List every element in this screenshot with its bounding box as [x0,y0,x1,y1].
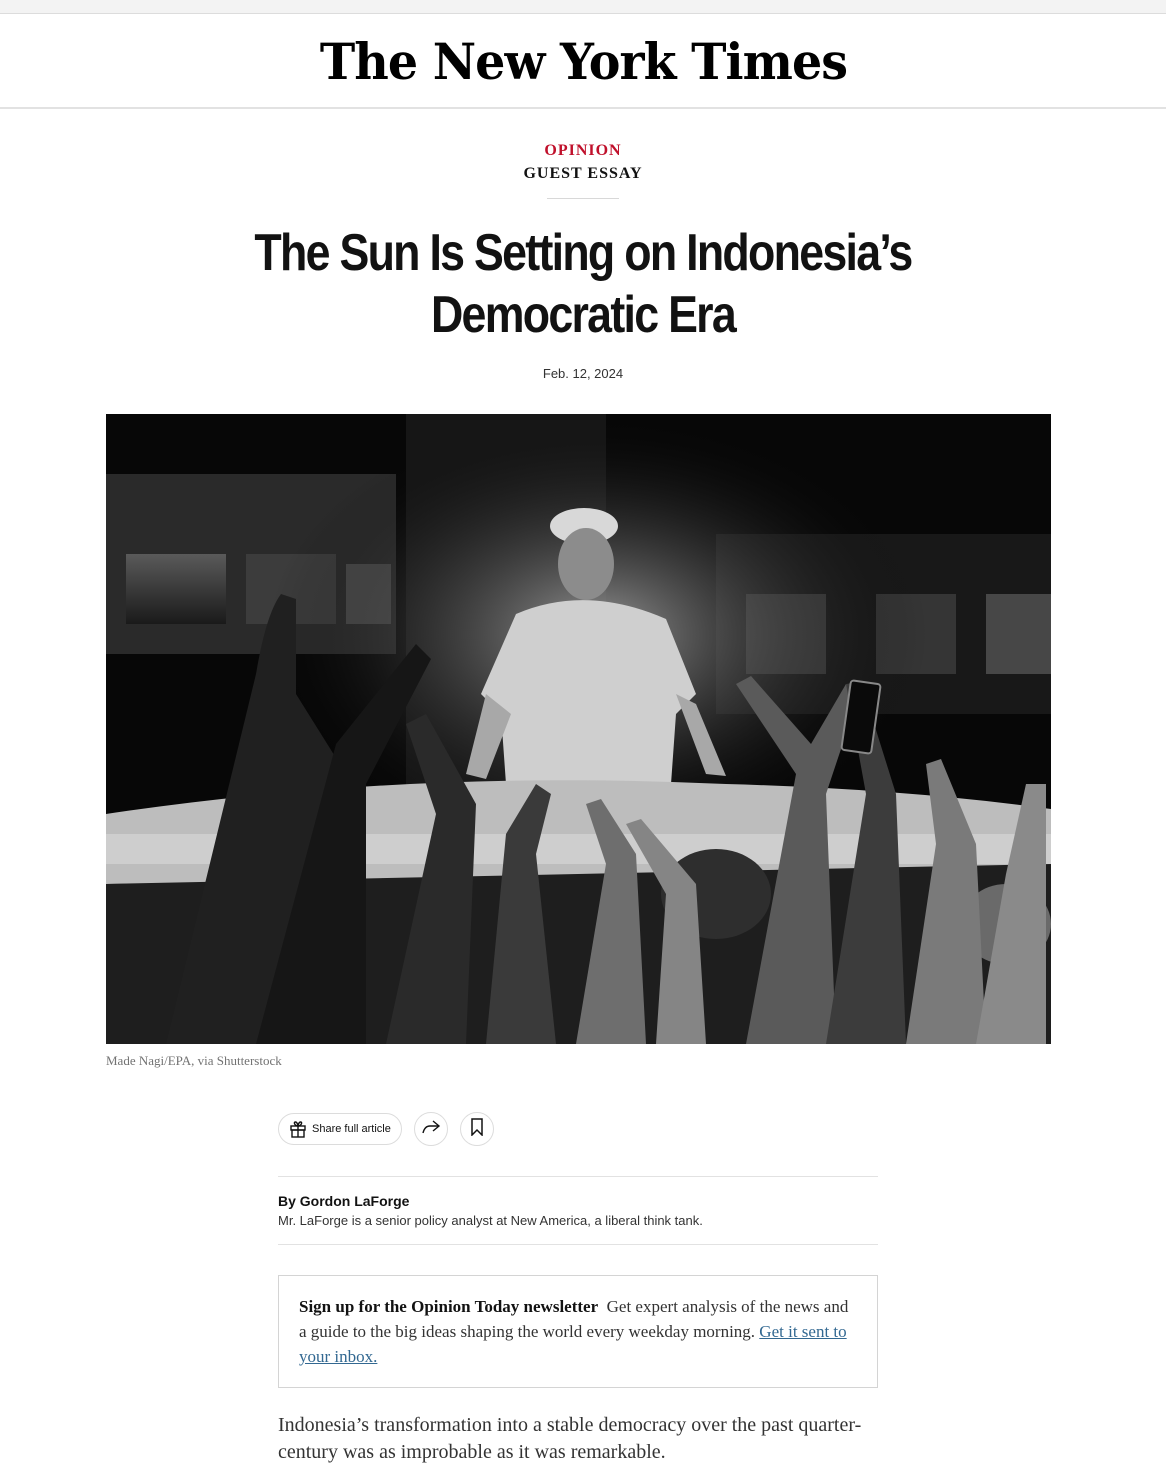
page-title [254,222,913,346]
newsletter-text: Get expert analysis of the news and a guide to the big ideas shaping the world every weekday morning. [299,1297,849,1341]
section-label-opinion[interactable]: OPINION [544,142,622,159]
share-full-article-button[interactable] [278,1113,402,1145]
nyt-logo[interactable]: The New York Times [319,32,847,91]
share-arrow-icon [421,1118,441,1141]
publish-date: Feb. 12, 2024 [542,366,624,381]
headline-line-1: The Sun Is Setting on Indonesia’s [254,224,912,282]
browser-top-strip [0,0,1166,14]
gift-icon [288,1119,308,1139]
headline-line-2: Democratic Era [430,286,736,344]
byline-divider-bottom [278,1244,878,1245]
hero-photo [106,414,1051,1044]
save-article-button[interactable] [460,1112,494,1146]
newsletter-heading: Sign up for the Opinion Today newsletter [299,1297,599,1316]
article-kicker [0,140,1166,199]
kicker-divider [547,198,619,199]
hero-photo-illustration [106,414,1051,1044]
newsletter-signup-link[interactable]: Get it sent to your inbox. [299,1322,847,1366]
byline-divider-top [278,1176,878,1177]
masthead [0,14,1166,109]
author-name[interactable]: By Gordon LaForge [278,1193,410,1209]
photo-credit: Made Nagi/EPA, via Shutterstock [106,1053,282,1068]
article-first-paragraph: Indonesia’s transformation into a stable democracy over the past quarter-century was as improbable as it was remarkable. [278,1414,862,1463]
article-tools [278,1112,494,1146]
byline [278,1191,703,1231]
newsletter-promo [278,1275,878,1388]
guest-essay-label: GUEST ESSAY [523,165,643,182]
share-button[interactable] [414,1112,448,1146]
bookmark-icon [470,1118,484,1141]
share-full-article-label: Share full article [312,1123,391,1135]
author-bio: Mr. LaForge is a senior policy analyst at New America, a liberal think tank. [278,1213,703,1228]
